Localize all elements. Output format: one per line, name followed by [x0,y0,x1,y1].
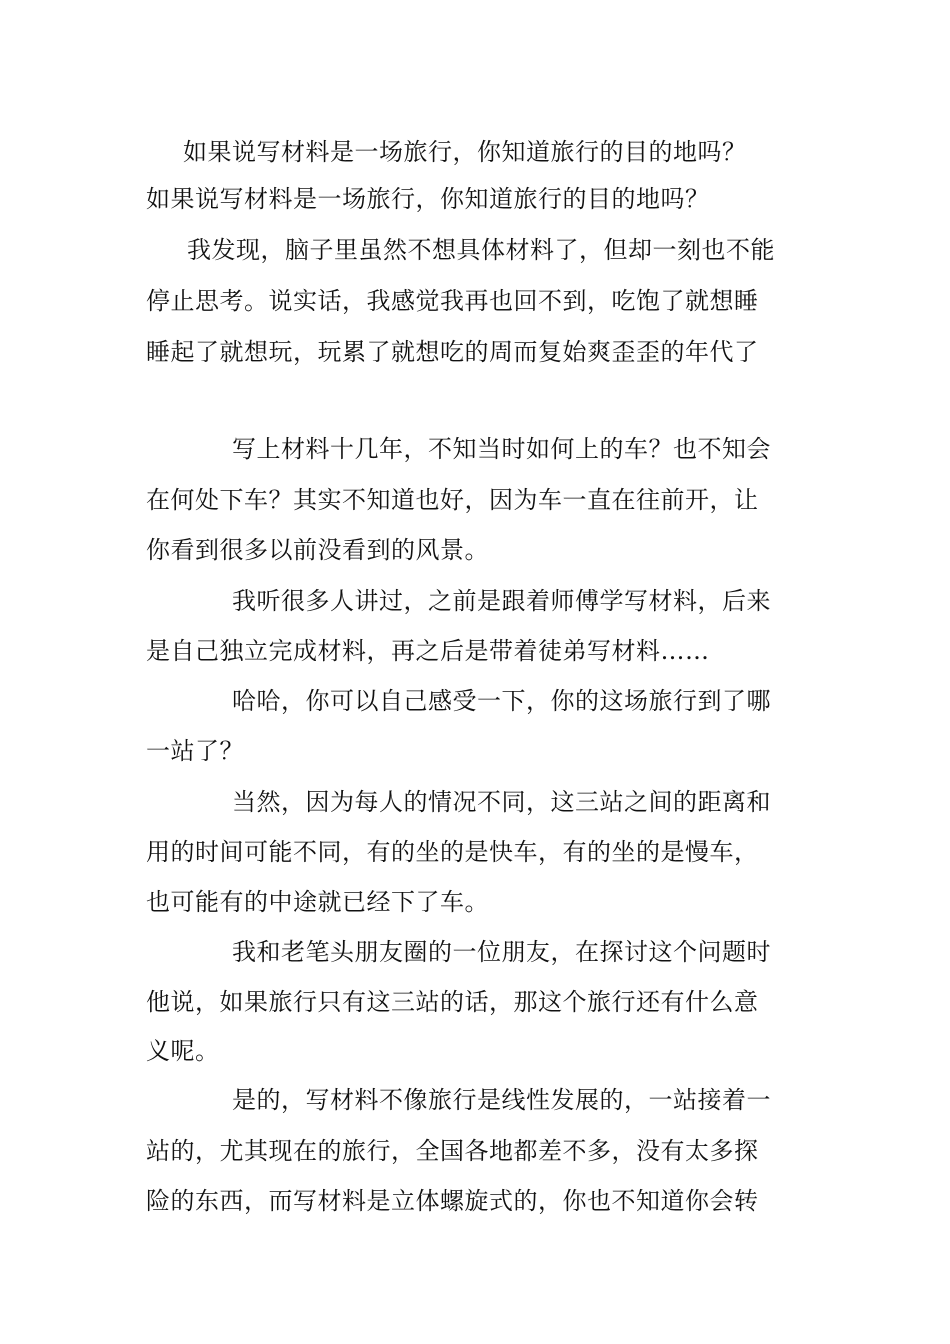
paragraph-6-line-2: 他说，如果旅行只有这三站的话，那这个旅行还有什么意 [146,988,759,1016]
paragraph-2-line-2: 在何处下车？其实不知道也好，因为车一直在往前开，让 [146,486,759,514]
paragraph-4-line-2: 一站了？ [146,737,244,765]
paragraph-7-line-1: 是的，写材料不像旅行是线性发展的，一站接着一 [232,1086,771,1114]
paragraph-2-line-3: 你看到很多以前没看到的风景。 [146,536,489,564]
paragraph-7-line-3: 险的东西，而写材料是立体螺旋式的，你也不知道你会转 [146,1187,759,1215]
paragraph-1-line-2: 停止思考。说实话，我感觉我再也回不到，吃饱了就想睡 [146,287,759,315]
paragraph-3-line-2: 是自己独立完成材料，再之后是带着徒弟写材料…… [146,637,710,665]
paragraph-4-line-1: 哈哈，你可以自己感受一下，你的这场旅行到了哪 [232,687,771,715]
paragraph-5-line-1: 当然，因为每人的情况不同，这三站之间的距离和 [232,788,771,816]
paragraph-1-line-3: 睡起了就想玩，玩累了就想吃的周而复始爽歪歪的年代了 [146,338,759,366]
document-subtitle: 如果说写材料是一场旅行，你知道旅行的目的地吗？ [146,185,710,213]
document-title: 如果说写材料是一场旅行，你知道旅行的目的地吗？ [183,138,747,166]
paragraph-1-line-1: 我发现，脑子里虽然不想具体材料了，但却一刻也不能 [187,236,775,264]
paragraph-6-line-1: 我和老笔头朋友圈的一位朋友，在探讨这个问题时 [232,938,771,966]
paragraph-5-line-2: 用的时间可能不同，有的坐的是快车，有的坐的是慢车， [146,838,759,866]
paragraph-7-line-2: 站的，尤其现在的旅行，全国各地都差不多，没有太多探 [146,1137,759,1165]
paragraph-3-line-1: 我听很多人讲过，之前是跟着师傅学写材料，后来 [232,587,771,615]
paragraph-6-line-3: 义呢。 [146,1037,220,1065]
paragraph-2-line-1: 写上材料十几年，不知当时如何上的车？也不知会 [232,435,771,463]
paragraph-5-line-3: 也可能有的中途就已经下了车。 [146,888,489,916]
